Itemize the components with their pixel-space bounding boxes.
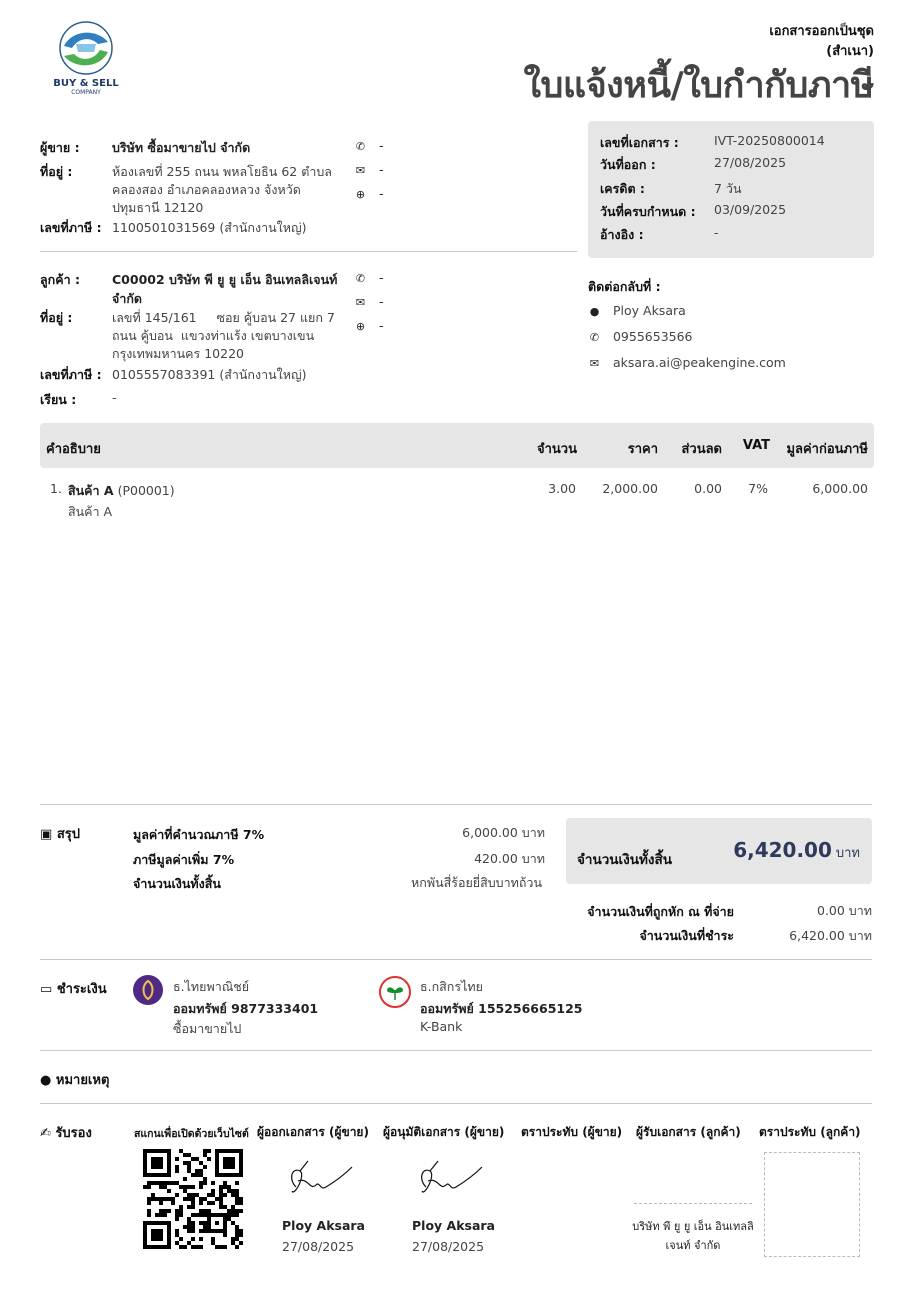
seller-web: - [378,186,384,201]
col-price: ราคา [627,442,658,457]
issuer-date: 27/08/2025 [282,1239,355,1254]
approver-date: 27/08/2025 [412,1239,485,1254]
seller-email-row [354,162,384,177]
approver-name: Ploy Aksara [412,1218,495,1233]
col-discount: ส่วนลด [681,442,722,457]
col-customer-stamp: ตราประทับ (ลูกค้า) [759,1125,861,1139]
summary-title-row [40,823,80,844]
vat-value: 420.00 บาท [474,851,545,866]
row-quantity: 3.00 [548,481,576,496]
grand-total-value: 6,420.00 [733,838,832,862]
seller-tax-label: เลขที่ภาษี : [40,220,102,235]
row-discount: 0.00 [694,481,722,496]
seller-phone: - [378,138,384,153]
total-words: หกพันสี่ร้อยยี่สิบบาทถ้วน [411,875,542,890]
comment-icon: ● [40,1073,52,1088]
seller-label: ผู้ขาย : [40,140,80,155]
receiver-company-line-2: เจนท์ จำกัด [665,1239,721,1252]
envelope-icon: ✉ [355,164,366,177]
due-date: 03/09/2025 [714,202,787,217]
clipboard-icon: ▣ [40,827,53,842]
col-issuer: ผู้ออกเอกสาร (ผู้ขาย) [257,1125,369,1139]
customer-attn: - [112,390,117,405]
bank-1-account: ออมทรัพย์ 9877333401 [173,1001,319,1016]
phone-icon: ✆ [355,272,366,285]
seller-email: - [378,162,384,177]
row-amount: 6,000.00 [812,481,868,496]
row-item-code: (P00001) [117,483,175,498]
issue-date-label: วันที่ออก : [600,157,656,172]
contact-email: aksara.ai@peakengine.com [612,355,786,370]
bank-kbank-logo-icon [379,976,411,1008]
payable-value: 6,420.00 บาท [789,928,872,943]
col-seller-stamp: ตราประทับ (ผู้ขาย) [521,1125,623,1139]
table-header [40,423,874,468]
remark-title-row [40,1069,109,1090]
summary-title: สรุป [56,827,80,842]
customer-tax-id: 0105557083391 (สำนักงานใหญ่) [112,367,307,382]
payment-divider [40,959,872,960]
due-date-label: วันที่ครบกำหนด : [600,204,696,219]
seller-address-line-1: ห้องเลขที่ 255 ถนน พหลโยธิน 62 ตำบล [112,164,332,179]
doc-number-label: เลขที่เอกสาร : [600,135,679,150]
taxable-label: มูลค่าที่คำนวณภาษี 7% [133,827,265,842]
contact-phone-row [588,329,693,344]
grand-total-label: จำนวนเงินทั้งสิ้น [577,852,672,868]
customer-email-row [354,294,384,309]
seller-divider [40,251,577,252]
remark-title: หมายเหตุ [55,1073,110,1088]
withholding-value: 0.00 บาท [817,903,872,918]
summary-divider [40,804,872,805]
row-vat: 7% [748,481,768,496]
grand-total-row [733,838,860,863]
reference: - [714,225,719,240]
qr-code[interactable] [143,1149,243,1249]
customer-address-label: ที่อยู่ : [40,310,73,325]
customer-web-row [354,318,384,333]
seller-phone-row [354,138,384,153]
row-number: 1. [50,481,62,496]
receiver-signature-line [634,1203,752,1204]
credit-term: 7 วัน [714,181,742,196]
seller-web-row [354,186,384,201]
payment-title: ชำระเงิน [56,982,107,997]
signature-icon: ✍ [40,1126,51,1141]
customer-address-line-1: เลขที่ 145/161 ซอย คู้บอน 27 แยก 7 [112,310,335,325]
globe-icon: ⊕ [355,188,366,201]
bank-1-account-name: ซื้อมาขายไป [173,1021,242,1036]
logo-text: BUY & SELL [53,78,119,89]
contact-phone: 0955653566 [612,329,693,344]
vat-label: ภาษีมูลค่าเพิ่ม 7% [133,852,235,867]
customer-tax-label: เลขที่ภาษี : [40,367,102,382]
issuer-name: Ploy Aksara [282,1218,365,1233]
approver-signature [416,1157,486,1203]
approval-title: รับรอง [55,1126,92,1141]
customer-stamp-box [764,1152,860,1257]
user-icon: ● [589,305,600,318]
payment-title-row [40,978,107,999]
row-item-name: สินค้า A [68,483,114,498]
bank-2-account: ออมทรัพย์ 155256665125 [420,1001,583,1016]
envelope-icon: ✉ [355,296,366,309]
logo-subtext: COMPANY [71,89,101,96]
approval-divider [40,1103,872,1104]
bank-1-name: ธ.ไทยพาณิชย์ [173,979,250,994]
seller-tax-id: 1100501031569 (สำนักงานใหญ่) [112,220,307,235]
doc-info-box [588,121,874,258]
customer-address-line-3: กรุงเทพมหานคร 10220 [112,346,244,361]
grand-total-unit: บาท [835,846,860,861]
seller-name: บริษัท ซื้อมาขายไป จำกัด [112,140,251,155]
seller-address-line-3: ปทุมธานี 12120 [112,200,204,215]
row-price: 2,000.00 [602,481,658,496]
doc-copy-type: (สำเนา) [826,44,874,59]
row-item-description: สินค้า A [68,504,113,519]
approval-title-row [40,1122,92,1143]
total-words-label: จำนวนเงินทั้งสิ้น [133,876,221,891]
issue-date: 27/08/2025 [714,155,787,170]
col-quantity: จำนวน [537,442,577,457]
col-description: คำอธิบาย [46,442,101,457]
customer-email: - [378,294,384,309]
payable-label: จำนวนเงินที่ชำระ [639,928,734,943]
globe-icon: ⊕ [355,320,366,333]
handshake-logo-icon [50,20,122,78]
contact-email-row [588,355,786,370]
taxable-value: 6,000.00 บาท [462,825,545,840]
credit-label: เครดิต : [600,181,645,196]
grand-total-box [566,818,872,884]
customer-address-line-2: ถนน คู้บอน แขวงท่าแร้ง เขตบางเขน [112,328,315,343]
row-item [68,481,175,501]
withholding-label: จำนวนเงินที่ถูกหัก ณ ที่จ่าย [587,904,734,919]
customer-attn-label: เรียน : [40,392,77,407]
receiver-company-line-1: บริษัท พี ยู ยู เอ็น อินเทลลิ [632,1220,754,1233]
bank-2-name: ธ.กสิกรไทย [420,979,483,994]
remark-divider [40,1050,872,1051]
issuer-signature [286,1157,356,1203]
col-receiver: ผู้รับเอกสาร (ลูกค้า) [636,1125,741,1139]
seller-address-label: ที่อยู่ : [40,164,73,179]
contact-name: Ploy Aksara [612,303,686,318]
seller-address-line-2: คลองสอง อำเภอคลองหลวง จังหวัด [112,182,301,197]
cash-icon: ▭ [40,982,53,997]
reference-label: อ้างอิง : [600,227,644,242]
contact-title: ติดต่อกลับที่ : [588,279,661,294]
phone-icon: ✆ [355,140,366,153]
customer-label: ลูกค้า : [40,272,80,287]
customer-web: - [378,318,384,333]
bank-2-account-name: K-Bank [420,1019,463,1034]
doc-copy-note: เอกสารออกเป็นชุด [769,24,874,39]
doc-title: ใบแจ้งหนี้/ใบกำกับภาษี [523,65,874,106]
customer-phone: - [378,270,384,285]
envelope-icon: ✉ [589,357,600,370]
col-approver: ผู้อนุมัติเอกสาร (ผู้ขาย) [383,1125,505,1139]
doc-number: IVT-20250800014 [714,133,825,148]
table-row [40,481,874,521]
company-logo [50,20,122,98]
customer-phone-row [354,270,384,285]
customer-name-line-1: C00002 บริษัท พี ยู ยู เอ็น อินเทลลิเจนท์ [112,272,338,287]
bank-scb-logo-icon [133,975,163,1005]
customer-name-line-2: จำกัด [112,291,143,306]
phone-icon: ✆ [589,331,600,344]
qr-caption: สแกนเพื่อเปิดด้วยเว็บไซต์ [134,1128,249,1140]
col-amount: มูลค่าก่อนภาษี [786,442,868,457]
contact-name-row [588,303,686,318]
col-vat: VAT [742,438,770,453]
